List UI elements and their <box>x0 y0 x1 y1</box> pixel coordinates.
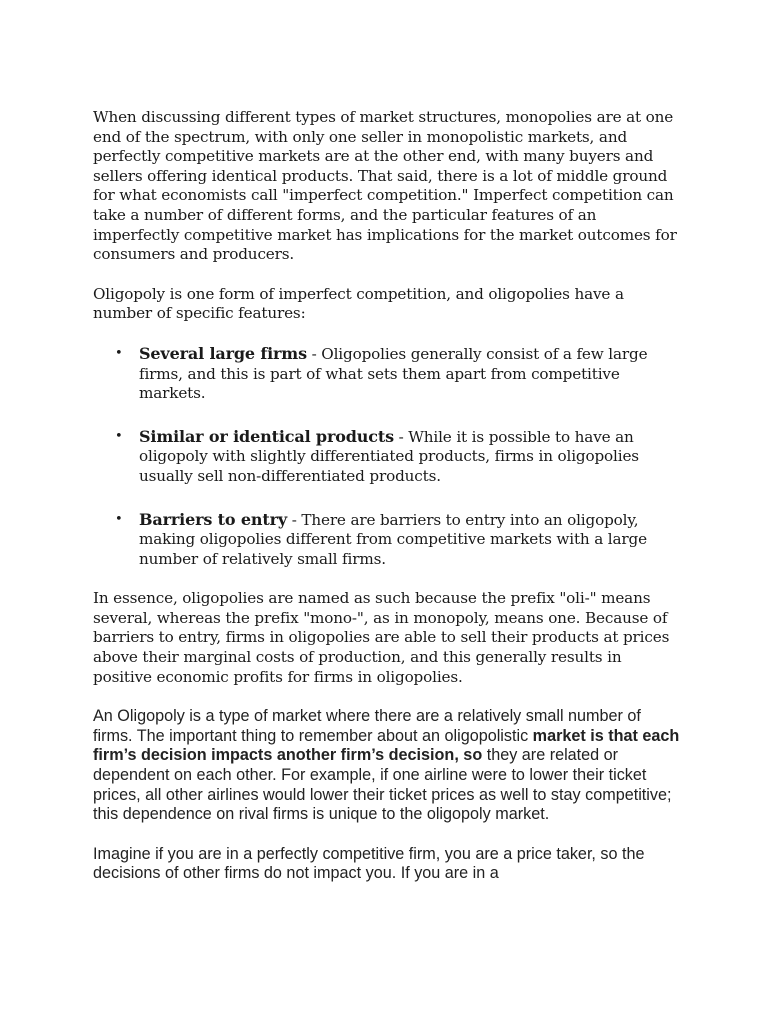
feature-description: - While it is possible to have an oligopoly with slightly differentiated products, firms in oligopolies usually sell non-differentiated products. <box>139 427 639 485</box>
list-item <box>93 427 683 487</box>
feature-description: - There are barriers to entry into an oligopoly, making oligopolies different from competitive markets with a large number of relatively small firms. <box>139 510 647 568</box>
bullet-icon: • <box>115 511 123 527</box>
bullet-icon: • <box>115 345 123 361</box>
feature-term: Barriers to entry <box>139 509 288 529</box>
feature-term: Similar or identical products <box>139 426 394 446</box>
list-item <box>93 344 683 404</box>
features-list <box>93 344 683 569</box>
definition-text-end: they are related or dependent on each other. For example, if one airline were to lower their ticket prices, all other airlines would lower their ticket prices as well to stay competitive; this dependence on rival firms is unique to the oligopoly market. <box>93 746 672 824</box>
list-item <box>93 510 683 570</box>
imagine-paragraph: Imagine if you are in a perfectly competitive firm, you are a price taker, so the decisions of other firms do not impact you. If you are in a <box>93 844 645 883</box>
feature-description: - Oligopolies generally consist of a few large firms, and this is part of what sets them apart from competitive markets. <box>139 344 648 403</box>
definition-text-start: An Oligopoly is a type of market where there are a relatively small number of firms. The important thing to remember about an oligopolistic <box>93 707 641 745</box>
intro-paragraph: When discussing different types of market structures, monopolies are at one end of the spectrum, with only one seller in monopolistic markets, and perfectly competitive markets are at the other end, with many buyers and sellers offering identical products. That said, there is a lot of middle ground for what economists call "imperfect competition." Imperfect competition can take a number of different forms, and the particular features of an imperfectly competitive market has implications for the market outcomes for consumers and producers. <box>93 108 677 264</box>
feature-term: Several large firms <box>139 343 307 363</box>
definition-text-bold: market is that each firm’s decision impacts another firm’s decision, so <box>93 726 680 765</box>
definition-paragraph <box>93 707 683 825</box>
essence-paragraph: In essence, oligopolies are named as such because the prefix "oli-" means several, whereas the prefix "mono-", as in monopoly, means one. Because of barriers to entry, firms in oligopolies are able to sell their products at prices above their marginal costs of production, and this generally results in positive economic profits for firms in oligopolies. <box>93 589 670 686</box>
document-page <box>93 108 683 884</box>
bullet-icon: • <box>115 428 123 444</box>
oligopoly-features-intro: Oligopoly is one form of imperfect competition, and oligopolies have a number of specific features: <box>93 284 624 323</box>
